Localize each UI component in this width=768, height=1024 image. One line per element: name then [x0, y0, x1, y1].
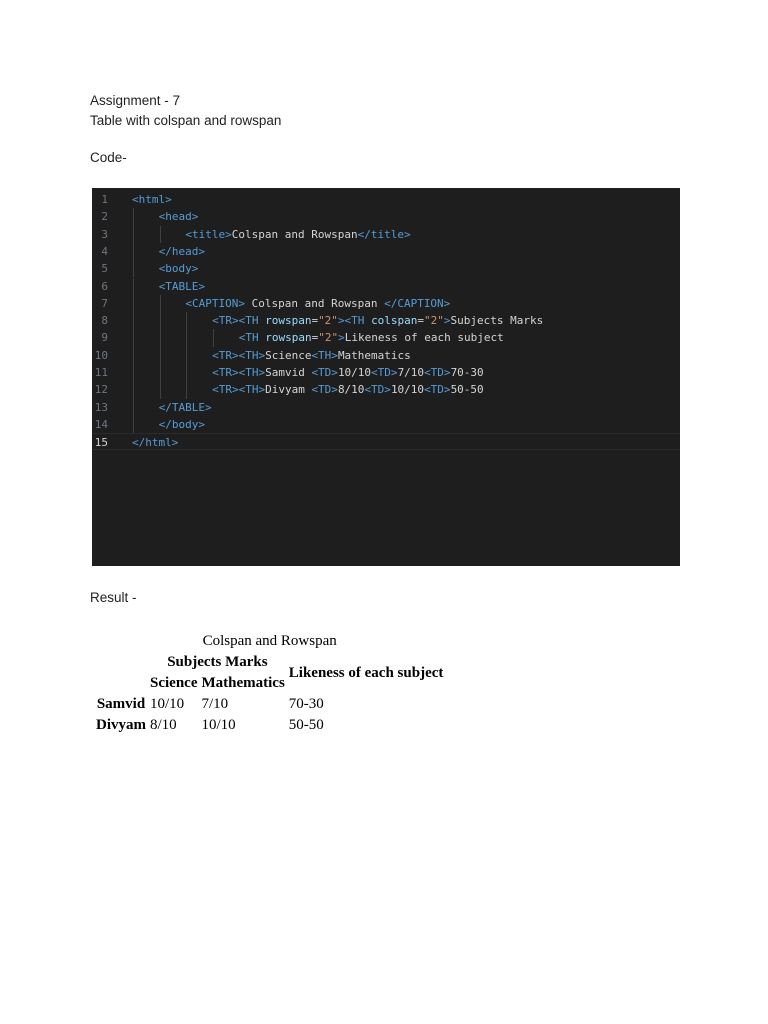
student-name: Samvid: [96, 696, 146, 712]
code-text: <TR><TH rowspan="2"><TH colspan="2">Subjects Marks: [212, 314, 544, 328]
code-line: [92, 329, 680, 346]
line-number: 9: [101, 331, 108, 345]
indent-guide: [213, 329, 214, 346]
science-mark: 10/10: [150, 696, 185, 712]
line-number: 6: [101, 279, 108, 293]
table-caption: Colspan and Rowspan: [202, 633, 337, 649]
line-number: 14: [94, 417, 108, 431]
indent-guide: [160, 295, 161, 312]
code-text: <body>: [158, 262, 199, 276]
line-number: 15: [94, 436, 108, 450]
code-line: [92, 416, 680, 433]
assignment-title: Assignment - 7: [90, 93, 181, 108]
likeness-value: 70-30: [288, 696, 324, 712]
code-label: Code-: [90, 150, 127, 165]
indent-guide: [133, 416, 134, 433]
table-row: [95, 716, 444, 735]
line-number: 13: [94, 400, 108, 414]
indent-guide: [133, 399, 134, 416]
code-line: [92, 278, 680, 295]
code-text: <title>Colspan and Rowspan</title>: [185, 227, 411, 241]
code-text: </head>: [158, 244, 206, 258]
line-number: 3: [101, 227, 108, 241]
indent-guide: [133, 347, 134, 364]
indent-guide: [186, 329, 187, 346]
code-text: </html>: [132, 436, 179, 450]
code-line: [92, 260, 680, 277]
line-number: 2: [101, 210, 108, 224]
indent-guide: [133, 312, 134, 329]
indent-guide: [133, 208, 134, 225]
science-header: Science: [150, 675, 198, 691]
student-name: Divyam: [96, 717, 146, 733]
line-number: 11: [94, 366, 108, 379]
mathematics-mark: 7/10: [201, 696, 229, 712]
code-text: <CAPTION> Colspan and Rowspan </CAPTION>: [185, 296, 451, 310]
code-line: [92, 191, 680, 208]
code-text: <TH rowspan="2">Likeness of each subject: [238, 331, 504, 345]
line-number: 8: [101, 314, 108, 328]
empty-corner-header: [95, 653, 147, 693]
indent-guide: [133, 278, 134, 295]
code-text: <TR><TH>Samvid <TD>10/10<TD>7/10<TD>70-30: [212, 366, 484, 379]
code-text: <TR><TH>Science<TH>Mathematics: [212, 348, 411, 362]
indent-guide: [160, 364, 161, 381]
line-number: 4: [101, 244, 108, 258]
code-text: <head>: [158, 210, 199, 224]
code-line: [92, 312, 680, 329]
line-number: 12: [94, 383, 108, 397]
line-number: 10: [94, 348, 108, 362]
indent-guide: [133, 243, 134, 260]
subjects-marks-header: Subjects Marks: [167, 654, 268, 670]
code-line: [92, 226, 680, 243]
mathematics-mark: 10/10: [201, 717, 236, 733]
indent-guide: [160, 226, 161, 243]
code-text: <TABLE>: [158, 279, 206, 293]
indent-guide: [186, 347, 187, 364]
indent-guide: [160, 347, 161, 364]
indent-guide: [160, 312, 161, 329]
indent-guide: [133, 260, 134, 277]
code-line: [92, 433, 680, 450]
indent-guide: [133, 364, 134, 381]
indent-guide: [133, 329, 134, 346]
table-header-row: [95, 653, 444, 672]
line-number: 7: [101, 296, 108, 310]
line-number: 1: [101, 193, 108, 206]
code-text: <TR><TH>Divyam <TD>8/10<TD>10/10<TD>50-50: [212, 383, 484, 397]
indent-guide: [160, 329, 161, 346]
code-text: </TABLE>: [158, 400, 212, 414]
assignment-subtitle: Table with colspan and rowspan: [90, 113, 282, 128]
code-line: [92, 347, 680, 364]
indent-guide: [133, 381, 134, 398]
result-label: Result -: [90, 590, 137, 605]
indent-guide: [160, 381, 161, 398]
indent-guide: [133, 226, 134, 243]
indent-guide: [133, 295, 134, 312]
code-line: [92, 381, 680, 398]
code-line: [92, 364, 680, 381]
line-number: 5: [101, 262, 108, 276]
code-text: <html>: [132, 193, 172, 206]
code-text: </body>: [158, 417, 206, 431]
science-mark: 8/10: [150, 717, 177, 733]
code-line: [92, 399, 680, 416]
likeness-value: 50-50: [288, 717, 324, 733]
result-table: [93, 633, 446, 737]
likeness-header: Likeness of each subject: [288, 664, 444, 681]
indent-guide: [186, 381, 187, 398]
indent-guide: [186, 312, 187, 329]
indent-guide: [186, 364, 187, 381]
mathematics-header: Mathematics: [201, 675, 285, 691]
code-line: [92, 243, 680, 260]
code-line: [92, 295, 680, 312]
table-row: [95, 695, 444, 714]
code-screenshot: [92, 188, 680, 566]
code-line: [92, 208, 680, 225]
